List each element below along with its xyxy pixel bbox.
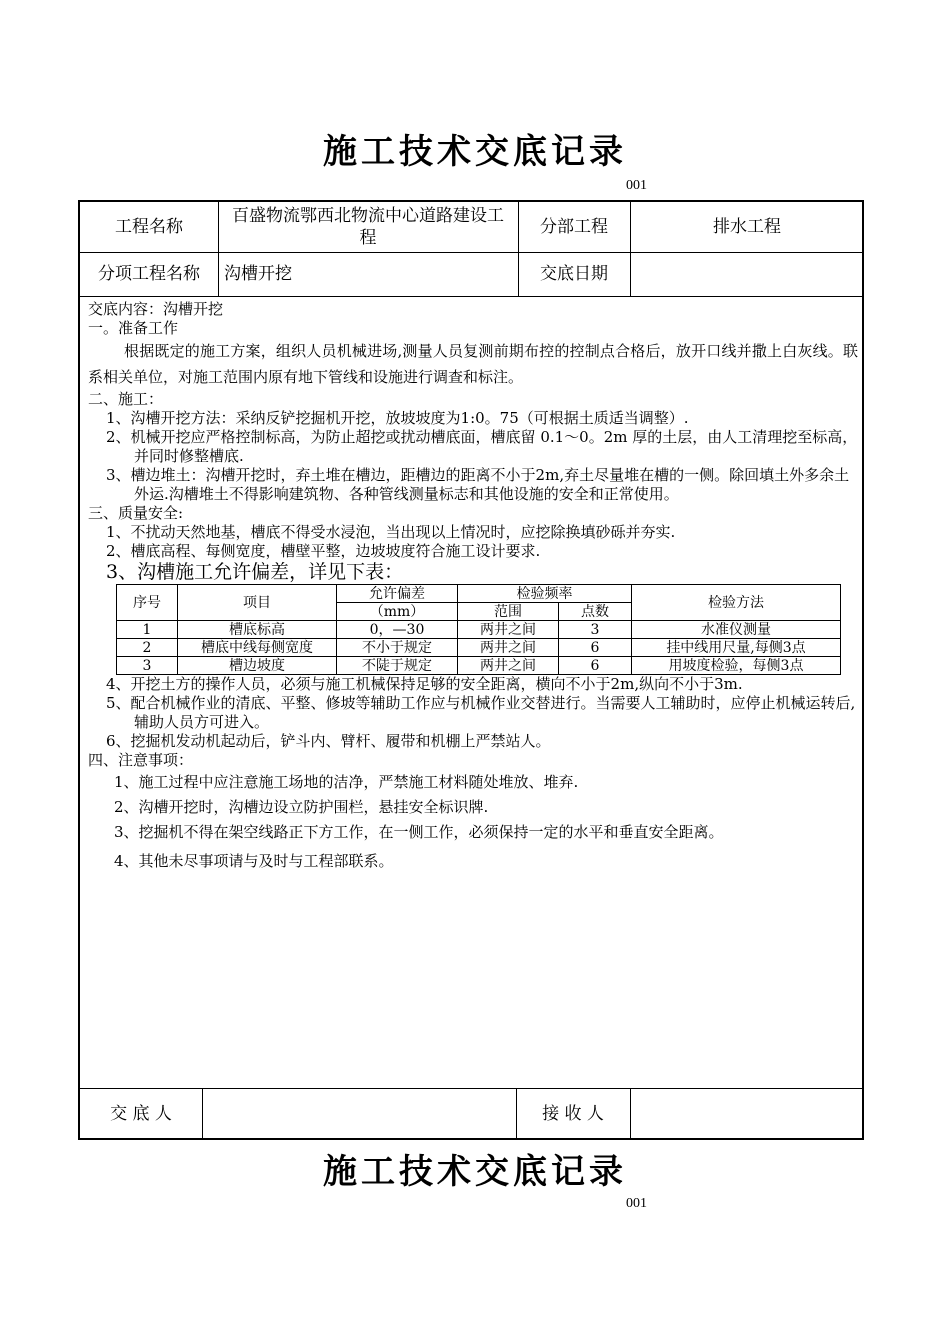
section-1-title: 一。准备工作 — [88, 319, 179, 337]
receiver-value — [630, 1088, 864, 1140]
project-name: 百盛物流鄂西北物流中心道路建设工程 — [232, 206, 504, 248]
table-heading: 3、沟槽施工允许偏差，详见下表： — [106, 561, 404, 583]
section-4-item: 4、其他未尽事项请与及时与工程部联系。 — [114, 852, 394, 870]
receiver-label: 接 收 人 — [542, 1104, 604, 1124]
cell-dev: 0，—30 — [337, 621, 458, 639]
content-intro: 交底内容：沟槽开挖 — [88, 300, 224, 318]
section-2-item: 2、机械开挖应严格控制标高，为防止超挖或扰动槽底面，槽底留 0.1～0。2m 厚的土层，由人工清理挖至标高，并同时修整槽底. — [106, 428, 858, 465]
cell-no: 1 — [117, 621, 178, 639]
cell-no: 2 — [117, 639, 178, 657]
item-value: 沟槽开挖 — [224, 264, 292, 284]
cell-points: 6 — [559, 657, 632, 675]
section-3-item: 6、挖掘机发动机起动后，铲斗内、臂杆、履带和机棚上严禁站人。 — [106, 732, 551, 750]
table-header-method: 检验方法 — [632, 585, 841, 621]
section-3-item: 1、不扰动天然地基，槽底不得受水浸泡，当出现以上情况时，应挖除换填砂砾并夯实. — [106, 523, 676, 541]
cell-method: 水准仪测量 — [632, 621, 841, 639]
section-3-item: 2、槽底高程、每侧宽度，槽壁平整，边坡坡度符合施工设计要求. — [106, 542, 541, 560]
date-value — [630, 252, 864, 296]
cell-no: 3 — [117, 657, 178, 675]
section-2-item: 1、沟槽开挖方法：采纳反铲挖掘机开挖，放坡坡度为1:0。75（可根据土质适当调整）. — [106, 409, 689, 427]
record-form — [78, 200, 864, 1140]
table-header-freq: 检验频率 — [458, 585, 632, 603]
table-header-no: 序号 — [117, 585, 178, 621]
table-row — [117, 639, 841, 657]
table-header-dev-unit: （mm） — [337, 603, 458, 621]
page-title: 施工技术交底记录 — [323, 132, 627, 172]
cell-range: 两井之间 — [458, 639, 559, 657]
table-header-item: 项目 — [178, 585, 337, 621]
disclosure-content — [88, 300, 858, 874]
cell-range: 两井之间 — [458, 657, 559, 675]
division-label: 分部工程 — [540, 217, 608, 237]
project-name-label: 工程名称 — [115, 217, 183, 237]
section-3-item: 5、配合机械作业的清底、平整、修坡等辅助工作应与机械作业交替进行。当需要人工辅助时，应停止机械运转后,辅助人员方可进入。 — [106, 694, 856, 731]
cell-points: 3 — [559, 621, 632, 639]
cell-method: 用坡度检验，每侧3点 — [632, 657, 841, 675]
section-2-item: 3、槽边堆土：沟槽开挖时，弃土堆在槽边，距槽边的距离不小于2m,弃土尽量堆在槽的一侧。除回填土外多余土外运.沟槽堆土不得影响建筑物、各种管线测量标志和其他设施的安全和正常使用。 — [106, 466, 850, 503]
discloser-value — [202, 1088, 516, 1140]
division-value: 排水工程 — [713, 217, 781, 237]
page-title-2: 施工技术交底记录 — [323, 1152, 627, 1192]
cell-dev: 不小于规定 — [337, 639, 458, 657]
cell-points: 6 — [559, 639, 632, 657]
cell-item: 槽边坡度 — [178, 657, 337, 675]
deviation-table — [116, 584, 841, 675]
table-header-points: 点数 — [559, 603, 632, 621]
cell-dev: 不陡于规定 — [337, 657, 458, 675]
discloser-label: 交 底 人 — [110, 1104, 172, 1124]
section-4-title: 四、注意事项： — [88, 751, 194, 769]
cell-item: 槽底标高 — [178, 621, 337, 639]
table-header-dev: 允许偏差 — [337, 585, 458, 603]
section-4-item: 3、挖掘机不得在架空线路正下方工作，在一侧工作，必须保持一定的水平和垂直安全距离。 — [114, 823, 724, 841]
section-4-item: 1、施工过程中应注意施工场地的洁净，严禁施工材料随处堆放、堆弃. — [114, 773, 579, 791]
item-label: 分项工程名称 — [98, 264, 200, 284]
section-1-paragraph: 根据既定的施工方案，组织人员机械进场,测量人员复测前期布控的控制点合格后，放开口线并撒上白灰线。联系相关单位，对施工范围内原有地下管线和设施进行调查和标注。 — [88, 342, 858, 386]
cell-item: 槽底中线每侧宽度 — [178, 639, 337, 657]
doc-number-2: 001 — [626, 1196, 647, 1211]
section-4-item: 2、沟槽开挖时，沟槽边设立防护围栏，悬挂安全标识牌. — [114, 798, 489, 816]
section-2-title: 二、施工： — [88, 390, 164, 408]
section-3-item: 4、开挖土方的操作人员，必须与施工机械保持足够的安全距离，横向不小于2m,纵向不小于3m. — [106, 675, 743, 693]
table-row — [117, 657, 841, 675]
table-row — [117, 621, 841, 639]
cell-range: 两井之间 — [458, 621, 559, 639]
date-label: 交底日期 — [540, 264, 608, 284]
table-header-range: 范围 — [458, 603, 559, 621]
doc-number: 001 — [626, 178, 647, 193]
cell-method: 挂中线用尺量,每侧3点 — [632, 639, 841, 657]
section-3-title: 三、质量安全: — [88, 504, 184, 522]
